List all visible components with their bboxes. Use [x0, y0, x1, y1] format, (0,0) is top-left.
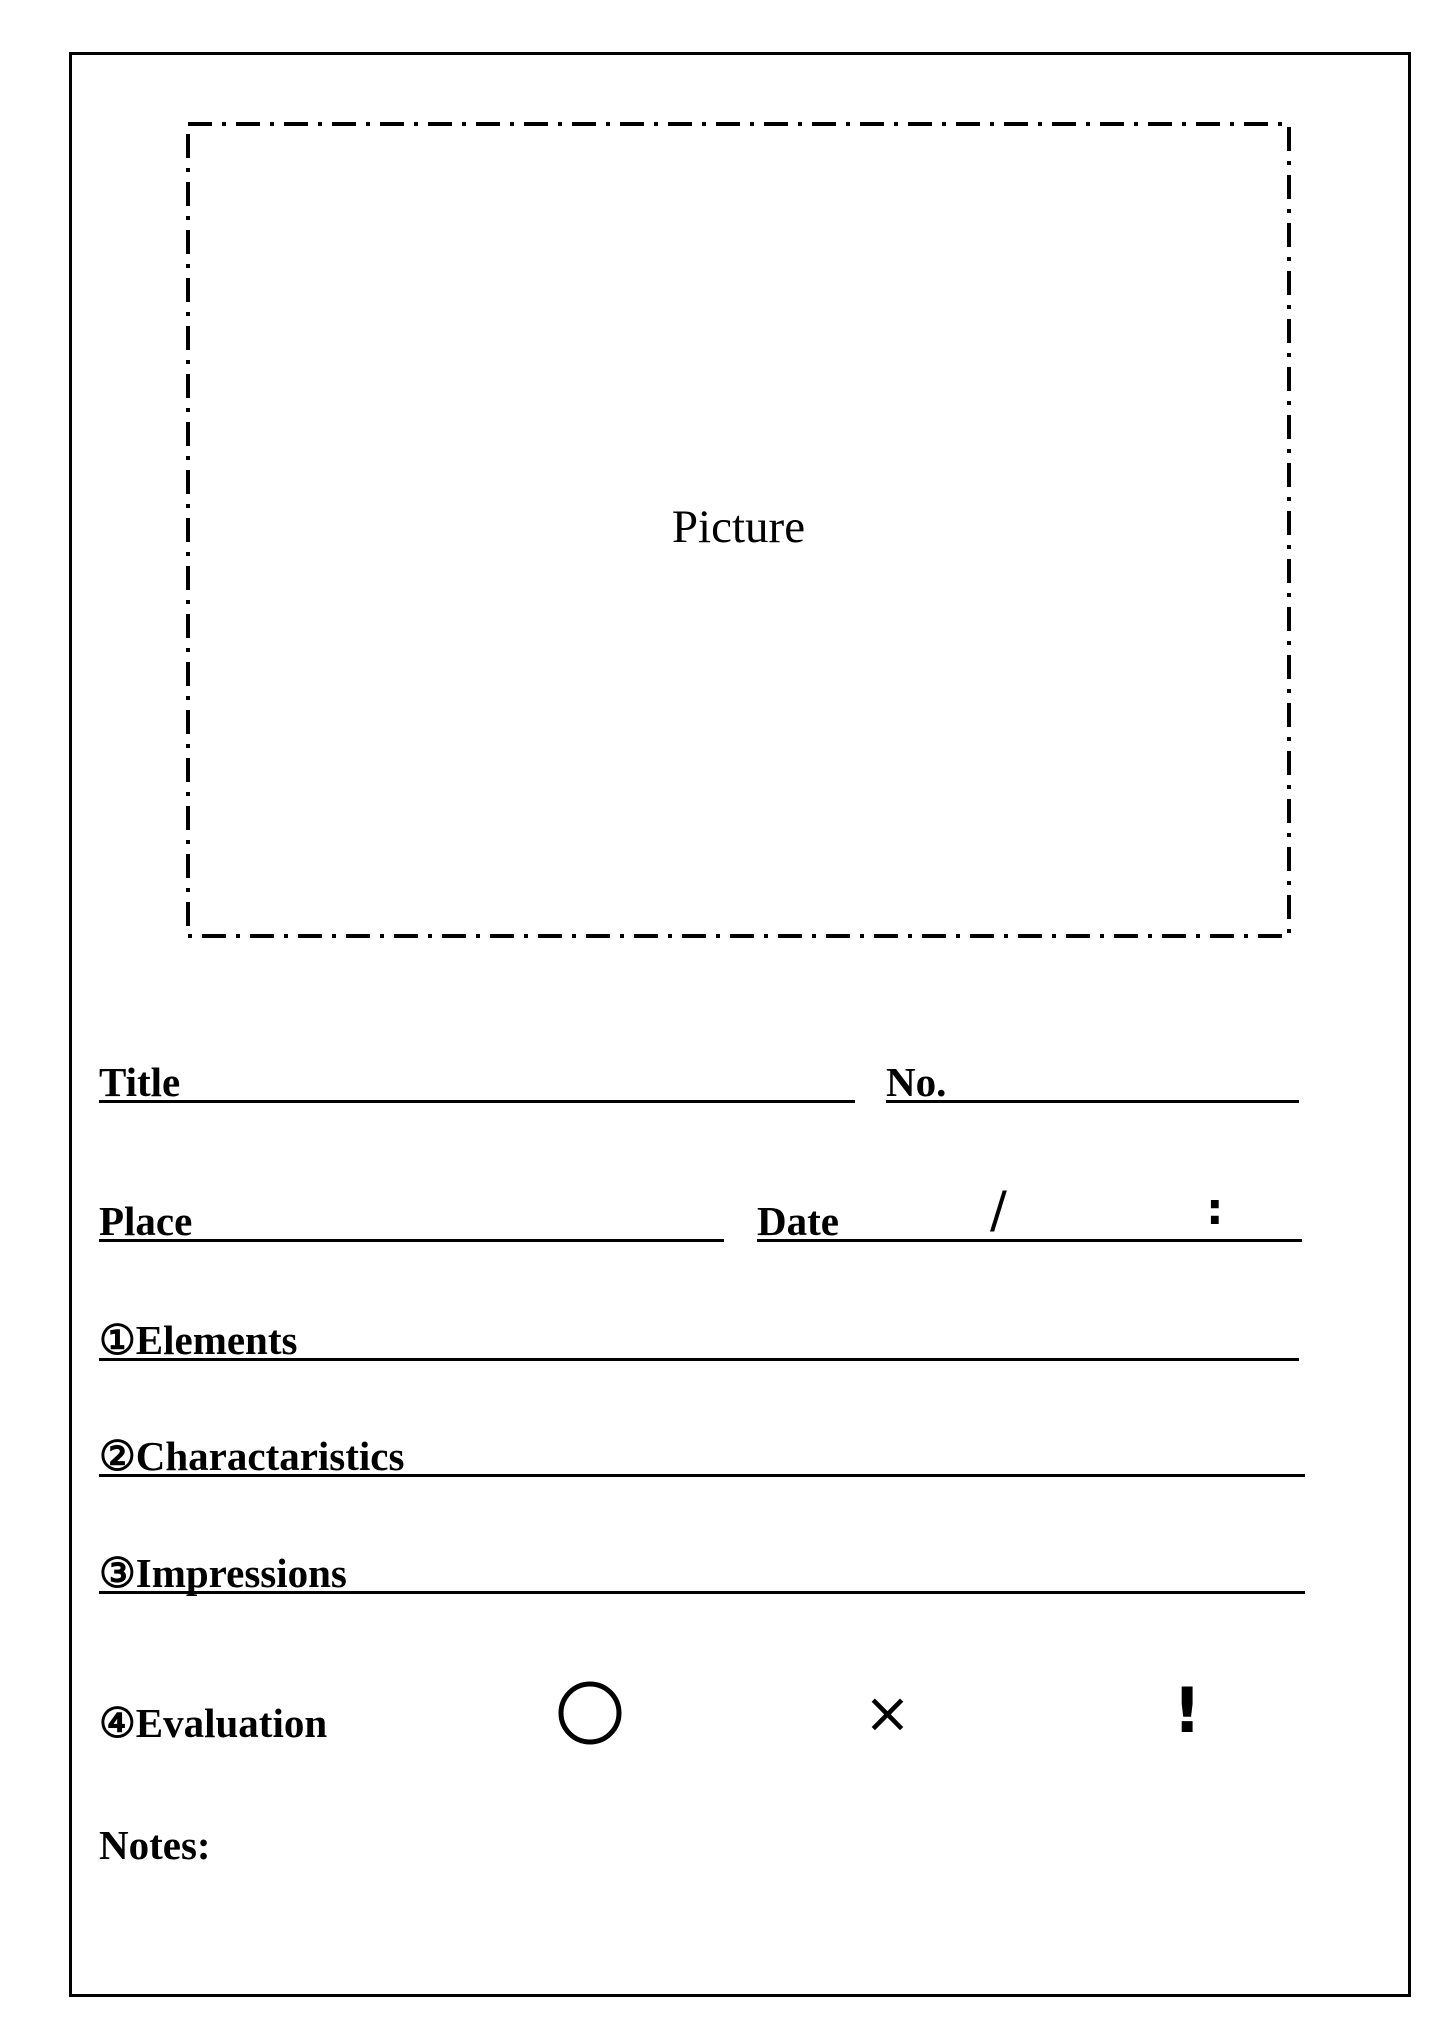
- title-field[interactable]: [99, 1098, 855, 1103]
- elements-field[interactable]: [99, 1356, 1299, 1361]
- impressions-label: ③Impressions: [99, 1550, 347, 1596]
- date-label: Date: [757, 1198, 839, 1244]
- number-field[interactable]: [886, 1098, 1299, 1103]
- date-field[interactable]: [757, 1237, 1302, 1242]
- number-label: No.: [886, 1059, 947, 1105]
- picture-placeholder: [186, 122, 1291, 938]
- title-label: Title: [99, 1059, 181, 1105]
- characteristics-label: ②Charactaristics: [99, 1433, 405, 1479]
- picture-label: Picture: [671, 501, 806, 553]
- evaluation-exclamation-option[interactable]: !: [1173, 1674, 1202, 1747]
- evaluation-circle-option[interactable]: [557, 1680, 623, 1749]
- evaluation-cross-option[interactable]: ×: [864, 1681, 911, 1746]
- place-label: Place: [99, 1198, 193, 1244]
- notes-label: Notes:: [99, 1822, 211, 1868]
- time-separator: :: [1206, 1184, 1224, 1235]
- impressions-field[interactable]: [99, 1589, 1305, 1594]
- date-separator: /: [990, 1181, 1007, 1239]
- circle-icon: [557, 1680, 623, 1746]
- characteristics-field[interactable]: [99, 1472, 1305, 1477]
- place-field[interactable]: [99, 1237, 724, 1242]
- elements-label: ①Elements: [99, 1317, 298, 1363]
- evaluation-label: ④Evaluation: [99, 1700, 328, 1746]
